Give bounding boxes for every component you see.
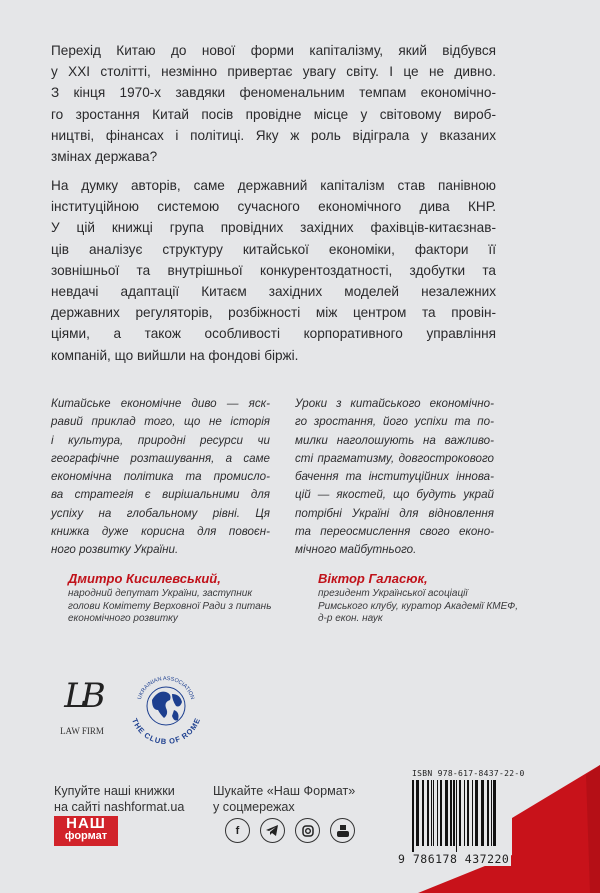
barcode-bar [493, 780, 496, 846]
text-line: Китайське економічне диво — яск- [51, 397, 270, 410]
text-line: і культура, природні ресурси чи [51, 433, 270, 447]
svg-text:THE CLUB OF ROME [130, 717, 201, 744]
text-line: Перехід Китаю до нової форми капіталізму, який відбувся [51, 43, 496, 58]
website-link[interactable]: на сайті nashformat.ua [54, 799, 185, 814]
text-line: ного розвитку України. [51, 543, 179, 557]
text-line: книжка дуже корисна для повоєн- [51, 525, 270, 539]
text-line: географічне розташування, а саме [51, 451, 270, 465]
quote-kysylevskyi [51, 395, 270, 560]
intro-paragraph-1 [51, 40, 496, 167]
text-line: З кінця 1970-х завдяки феноменальним темпам економічно- [51, 85, 496, 101]
logo-text: НАШ [66, 815, 106, 832]
text-line: бачення та інституційних іннова- [295, 470, 494, 484]
text-line: Купуйте наші книжки [54, 784, 175, 798]
text-line: ціями, а також особливості корпоративного управління [51, 326, 496, 342]
quote-halasiuk [295, 395, 494, 560]
lb-caption: LAW FIRM [60, 726, 104, 736]
barcode-bar [467, 780, 469, 846]
text-line: потрібні Україні для відновлення [295, 506, 494, 520]
barcode-digits: 9 786178 437220 [398, 852, 510, 866]
club-logo-bottom-text: THE CLUB OF ROME [130, 716, 202, 744]
barcode-bar [450, 780, 452, 846]
barcode-bar [475, 780, 478, 846]
barcode-bar [412, 780, 414, 852]
barcode-bar [431, 780, 432, 846]
text-line: Шукайте «Наш Формат» [213, 784, 356, 798]
text-line: інституційною системою сучасного економічного дива КНР. [51, 199, 496, 215]
author-desc: Римського клубу, куратор Академії КМЕФ, [318, 600, 519, 612]
author-desc: д-р екон. наук [318, 613, 383, 625]
author-desc: президент Української асоціації [318, 588, 468, 599]
barcode-bar [453, 780, 455, 846]
text-line: равий приклад того, що не історія [51, 415, 270, 429]
logo-text: формат [64, 830, 108, 842]
text-line: ців аналізує структуру китайської економіки, фактори її [51, 241, 496, 257]
text-line: державних регуляторів, розбіжності між центром та провін- [51, 305, 496, 321]
club-of-rome-logo [128, 668, 204, 744]
barcode-bar [437, 780, 438, 846]
barcode-bar [440, 780, 442, 846]
text-line: невдачі адаптації Китаєм західних моделей незалежних [51, 283, 496, 299]
social-text [213, 784, 355, 815]
intro-paragraph-2 [51, 175, 496, 366]
text-line: сті прагматизму, довгострокового [295, 451, 494, 465]
text-line: милки наголошують на важливо- [295, 433, 494, 447]
text-line: ва стратегія є вирішальними для [51, 488, 270, 502]
text-line: успіху на глобальному рівні. Ця [51, 506, 270, 520]
instagram-icon[interactable] [295, 818, 320, 843]
barcode-bar [464, 780, 465, 846]
text-line: Уроки з китайського економічно- [295, 397, 494, 410]
barcode-bar [422, 780, 424, 846]
barcode-bar [427, 780, 429, 846]
text-line: го зростання Китай посів провідне місце у світовому вироб- [51, 106, 496, 122]
youtube-icon[interactable] [330, 818, 355, 843]
buy-books-text [54, 784, 184, 815]
barcode-bar [481, 780, 484, 846]
lb-law-firm-logo [52, 672, 112, 736]
text-line: ництві, фінансах і політиці. Яку ж роль відіграла у вказаних [51, 127, 496, 143]
comma: , [424, 571, 428, 586]
nash-format-logo [54, 816, 118, 846]
text-line: зовнішньої та внутрішньої конкурентоздатності, здобутки та [51, 262, 496, 278]
text-line: економічна політика та промисло- [51, 470, 270, 484]
barcode-bar [456, 780, 457, 852]
text-line: у соцмережах [213, 799, 295, 814]
telegram-icon[interactable] [260, 818, 285, 843]
facebook-icon[interactable]: f [225, 818, 250, 843]
author-desc: голови Комітету Верховної Ради з питань [68, 600, 272, 612]
text-line: цій — якостей, що будуть украй [295, 488, 494, 502]
comma: , [217, 571, 221, 586]
author-name: Віктор Галасюк [318, 571, 425, 586]
club-logo-top-text: UKRAINIAN ASSOCIATION [136, 675, 196, 701]
text-line: у ХХІ столітті, незмінно привертає увагу світу. І це не дивно. [51, 64, 496, 80]
barcode-bar [445, 780, 448, 846]
author-halasiuk [318, 570, 518, 626]
isbn-label: ISBN 978-617-8437-22-0 [412, 769, 525, 778]
text-line: У цій книжці група провідних західних фахівців-китаєзнав- [51, 220, 496, 236]
text-line: компаній, що вийшли на фондові біржі. [51, 347, 299, 363]
barcode-bar [459, 780, 461, 846]
lb-monogram: LB [64, 676, 100, 716]
author-desc: економічного розвитку [68, 613, 178, 625]
text-line: На думку авторів, саме державний капіталізм став панівною [51, 178, 496, 193]
text-line: мічного майбутнього. [295, 543, 417, 557]
barcode-bar [433, 780, 434, 846]
barcode-bar [416, 780, 419, 846]
text-line: змінах держава? [51, 148, 158, 164]
barcode-bar [487, 780, 489, 846]
barcode-bar [491, 780, 492, 846]
text-line: го зростання, його успіхи та по- [295, 415, 494, 429]
author-desc: народний депутат України, заступник [68, 588, 253, 599]
text-line: та переосмислення свого еконо- [295, 525, 494, 539]
author-kysylevskyi [68, 570, 271, 626]
barcode [412, 780, 502, 852]
barcode-bar [472, 780, 473, 846]
author-name: Дмитро Кисилевський [68, 571, 218, 586]
